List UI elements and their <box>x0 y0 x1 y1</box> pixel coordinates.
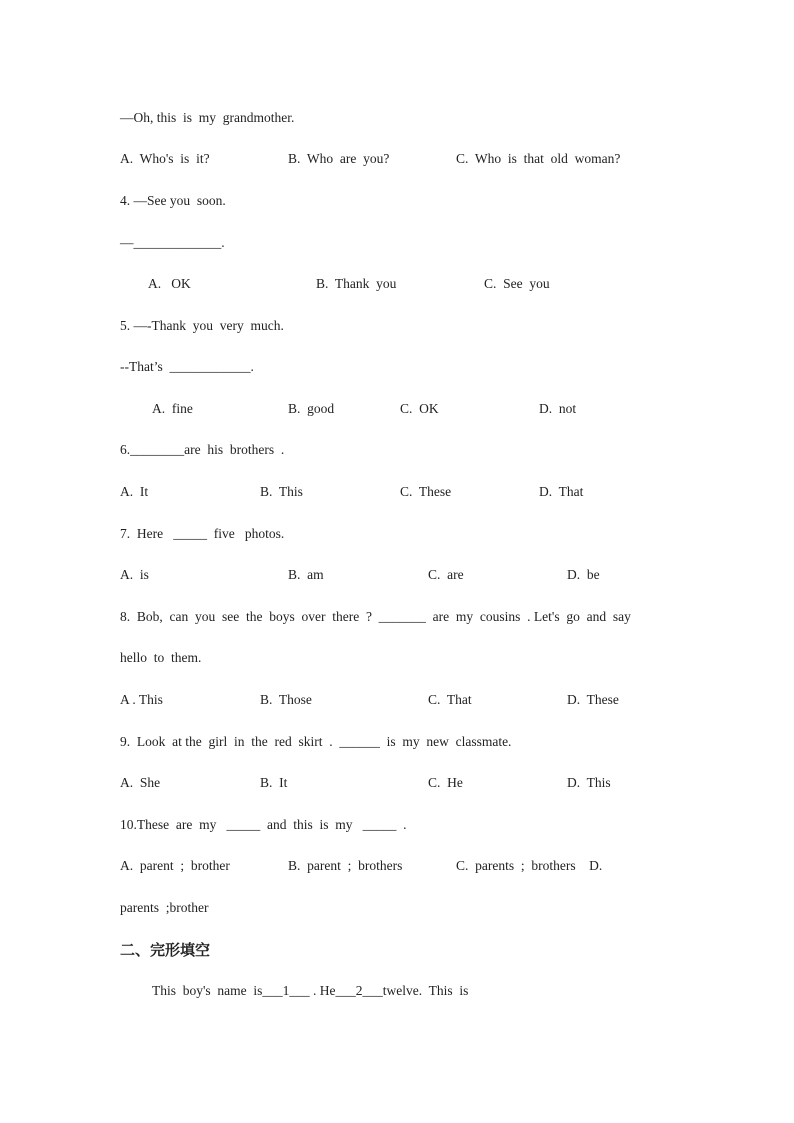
question-10: 10.These are my _____ and this is my _____ . <box>120 817 407 832</box>
question-5-answer-blank: --That’s ____________. <box>120 359 254 374</box>
q5-option-c: C. OK <box>400 401 439 416</box>
q5-option-a: A. fine <box>152 401 193 416</box>
question-4-answer-blank: —_____________. <box>120 235 225 250</box>
q9-option-d: D. This <box>567 775 611 790</box>
q8-option-a: A . This <box>120 692 163 707</box>
q9-option-c: C. He <box>428 775 463 790</box>
q3-option-b: B. Who are you? <box>288 151 390 166</box>
q3-option-c: C. Who is that old woman? <box>456 151 621 166</box>
question-4: 4. —See you soon. <box>120 193 226 208</box>
q9-option-a: A. She <box>120 775 161 790</box>
q6-option-d: D. That <box>539 484 584 499</box>
q7-option-a: A. is <box>120 567 149 582</box>
q6-option-a: A. It <box>120 484 149 499</box>
q8-option-b: B. Those <box>260 692 312 707</box>
q4-option-b: B. Thank you <box>316 276 397 291</box>
q3-option-a: A. Who's is it? <box>120 151 210 166</box>
question-8: 8. Bob, can you see the boys over there ? _______ are my cousins . Let's go and say <box>120 609 631 624</box>
q8-option-c: C. That <box>428 692 472 707</box>
section-heading: 二、完形填空 <box>120 941 211 959</box>
q8-option-d: D. These <box>567 692 619 707</box>
cloze-passage-start: This boy's name is___1___ . He___2___twelve. This is <box>152 983 469 998</box>
question-5: 5. —-Thank you very much. <box>120 318 284 333</box>
question-8-continued: hello to them. <box>120 650 202 665</box>
q4-option-a: A. OK <box>148 276 191 291</box>
q10-option-c: C. parents ; brothers D. <box>456 858 603 873</box>
question-7: 7. Here _____ five photos. <box>120 526 285 541</box>
q6-option-b: B. This <box>260 484 303 499</box>
q9-option-b: B. It <box>260 775 288 790</box>
q4-option-c: C. See you <box>484 276 550 291</box>
q10-option-b: B. parent ; brothers <box>288 858 403 873</box>
dialogue-line: —Oh, this is my grandmother. <box>120 110 295 125</box>
q6-option-c: C. These <box>400 484 452 499</box>
q5-option-b: B. good <box>288 401 335 416</box>
q7-option-c: C. are <box>428 567 464 582</box>
question-9: 9. Look at the girl in the red skirt . ______ is my new classmate. <box>120 734 512 749</box>
q5-option-d: D. not <box>539 401 577 416</box>
q7-option-d: D. be <box>567 567 600 582</box>
question-6: 6.________are his brothers . <box>120 442 285 457</box>
q7-option-b: B. am <box>288 567 324 582</box>
q10-option-a: A. parent ; brother <box>120 858 230 873</box>
q10-option-d: parents ;brother <box>120 900 209 915</box>
